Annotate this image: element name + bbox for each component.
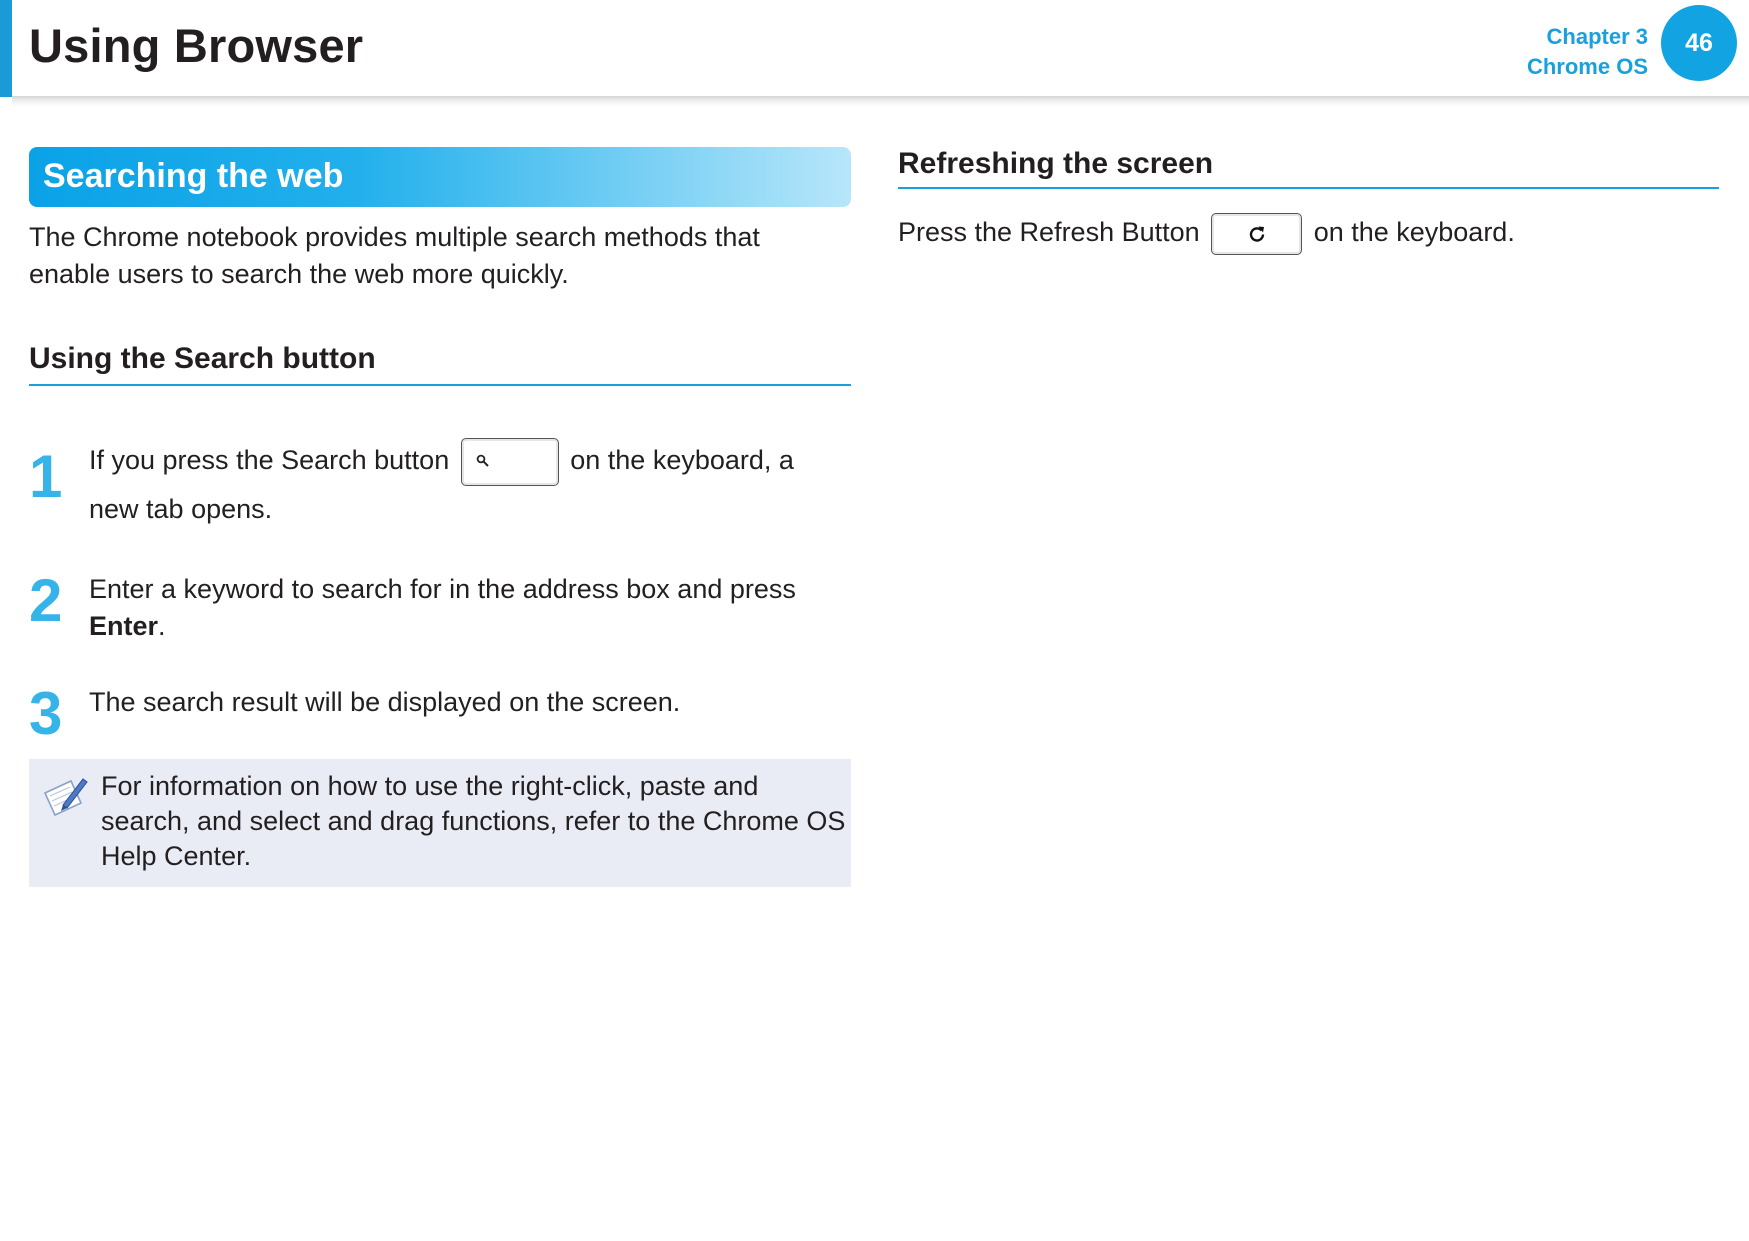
step-text-main: Enter a keyword to search for in the address box and press xyxy=(89,574,796,604)
refresh-icon xyxy=(1248,225,1266,243)
header-divider xyxy=(12,96,1749,106)
step-text-before: If you press the Search button xyxy=(89,445,450,475)
step-text: The search result will be displayed on the screen. xyxy=(89,687,681,717)
refresh-text-after: on the keyboard. xyxy=(1313,217,1515,247)
chapter-number: Chapter 3 xyxy=(1546,24,1648,49)
step-text-end: . xyxy=(158,611,166,641)
chapter-label xyxy=(1527,22,1648,82)
note-box xyxy=(29,759,851,887)
note-text: For information on how to use the right-click, paste and search, and select and drag functions, refer to the Chrome OS Help Center. xyxy=(101,771,846,871)
step-text-after: on the keyboard, a new tab opens. xyxy=(89,445,794,524)
search-heading-rule xyxy=(29,384,851,386)
step-number: 1 xyxy=(29,443,63,510)
step-text xyxy=(89,571,849,645)
search-icon xyxy=(476,454,490,468)
header-accent-bar xyxy=(0,0,12,97)
refresh-heading-rule xyxy=(898,187,1719,189)
step-text xyxy=(89,437,849,533)
refresh-text-before: Press the Refresh Button xyxy=(898,217,1200,247)
page-number-badge: 46 xyxy=(1661,5,1737,81)
chapter-name: Chrome OS xyxy=(1526,54,1648,79)
search-key xyxy=(461,438,559,486)
search-button-heading: Using the Search button xyxy=(29,342,376,375)
section-banner-title: Searching the web xyxy=(43,157,344,195)
note-pencil-icon xyxy=(41,773,89,819)
refresh-heading: Refreshing the screen xyxy=(898,147,1214,180)
page-title: Using Browser xyxy=(29,19,364,72)
refresh-key xyxy=(1211,213,1302,255)
section-banner xyxy=(29,147,851,207)
section-intro: The Chrome notebook provides multiple search methods that enable users to search the web more quickly. xyxy=(29,222,760,289)
step-number: 2 xyxy=(29,567,63,634)
step-number: 3 xyxy=(29,680,63,747)
enter-key-label: Enter xyxy=(89,611,159,641)
refresh-instruction xyxy=(898,212,1718,255)
